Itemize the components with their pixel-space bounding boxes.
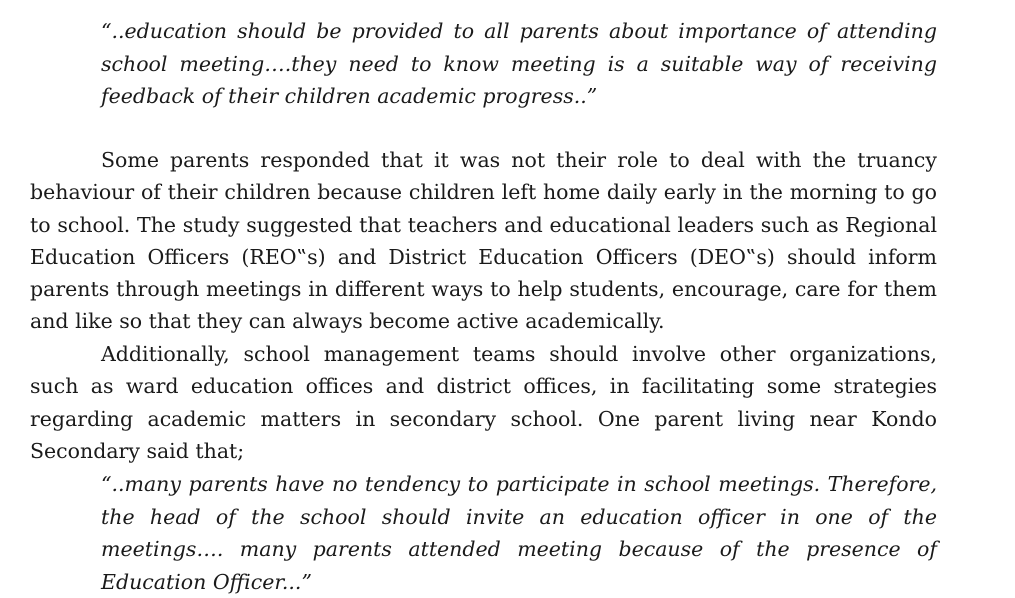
block-quote-education-officer: “..many parents have no tendency to participate in school meetings. Therefore, the head of the school should invite an education officer in one of the meetings…. many parents attended meeting because of the presence of Education Officer...” bbox=[101, 472, 937, 594]
paragraph-parent-roles: Some parents responded that it was not their role to deal with the truancy behaviour of their children because children left home daily early in the morning to go to school. The study suggested that teachers and educational leaders such as Regional Education Officers (REO‟s) and District Education Officers (DEO‟s) should inform parents through meetings in different ways to help students, encourage, care for them and like so that they can always become active academically. bbox=[30, 148, 937, 334]
paragraph-school-management: Additionally, school management teams should involve other organizations, such as ward education offices and district offices, in facilitating some strategies regarding academic matters in secondary school. One parent living near Kondo Secondary said that; bbox=[30, 342, 937, 463]
block-quote-parent-education: “..education should be provided to all parents about importance of attending school meeting….they need to know meeting is a suitable way of receiving feedback of their children academic progress..” bbox=[101, 19, 937, 109]
